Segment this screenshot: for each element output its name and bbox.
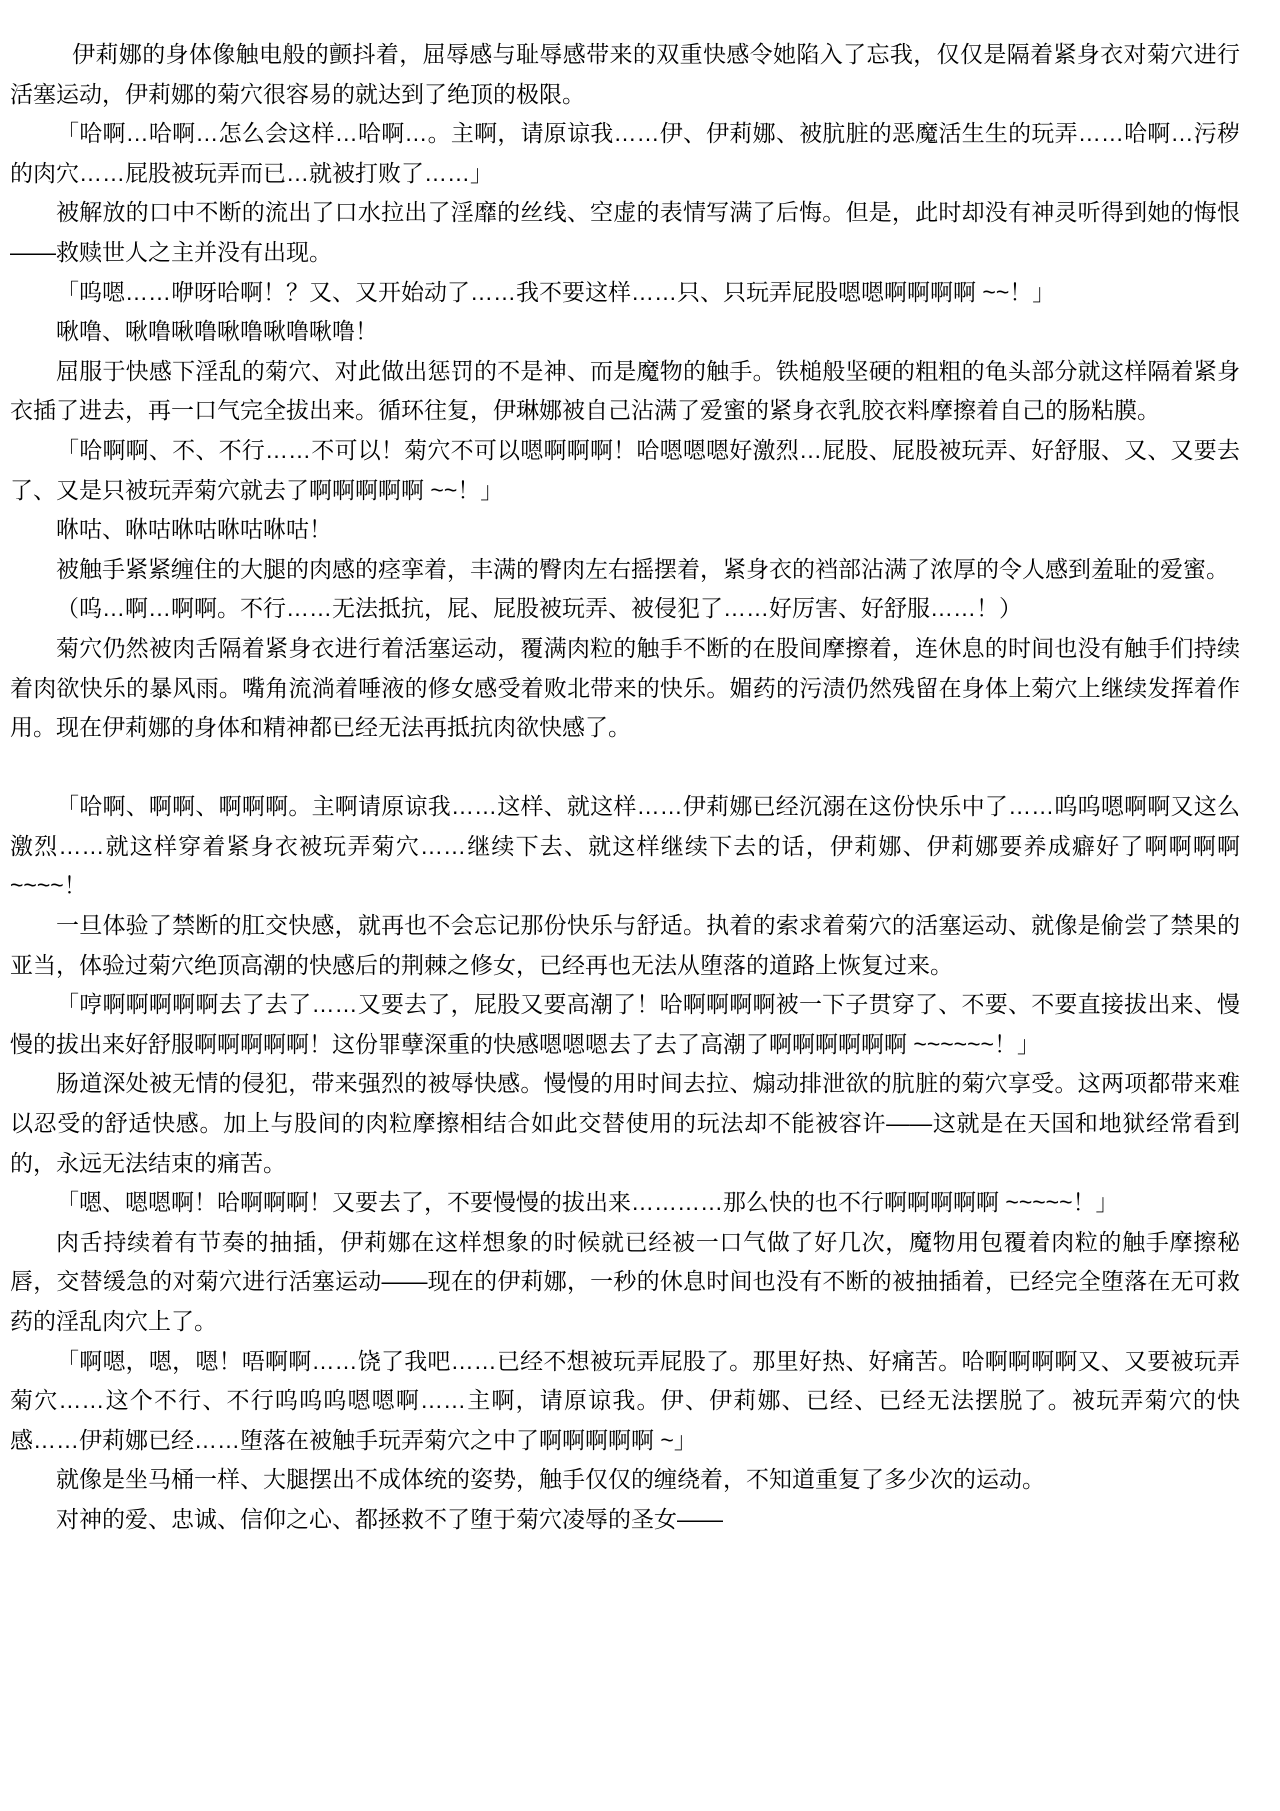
paragraph-narration: 被触手紧紧缠住的大腿的肉感的痉挛着，丰满的臀肉左右摇摆着，紧身衣的裆部沾满了浓厚的令人感到羞耻的爱蜜。: [56, 555, 1229, 582]
paragraph-sfx: 咻咕、咻咕咻咕咻咕咻咕！: [56, 516, 332, 543]
paragraph-dialogue: 「哈啊啊、不、不行……不可以！菊穴不可以嗯啊啊啊！哈嗯嗯嗯好激烈…屁股、屁股被玩弄、好舒服、又、又要去了、又是只被玩弄菊穴就去了啊啊啊啊啊 ~~！」: [10, 436, 1240, 503]
paragraph-narration: 伊莉娜的身体像触电般的颤抖着，屈辱感与耻辱感带来的双重快感令她陷入了忘我，仅仅是隔着紧身衣对菊穴进行活塞运动，伊莉娜的菊穴很容易的就达到了绝顶的极限。: [10, 41, 1240, 107]
paragraph-dialogue: 「哈啊、啊啊、啊啊啊。主啊请原谅我……这样、就这样……伊莉娜已经沉溺在这份快乐中了……呜呜嗯啊啊又这么激烈……就这样穿着紧身衣被玩弄菊穴……继续下去、就这样继续下去的话，伊莉娜、伊莉娜要养成癖好了啊啊啊啊 ~~~~！: [10, 793, 1240, 899]
paragraph-narration: 屈服于快感下淫乱的菊穴、对此做出惩罚的不是神、而是魔物的触手。铁槌般坚硬的粗粗的龟头部分就这样隔着紧身衣插了进去，再一口气完全拔出来。循环往复，伊琳娜被自己沾满了爱蜜的紧身衣乳胶衣料摩擦着自己的肠粘膜。: [10, 357, 1240, 424]
paragraph-narration: 肠道深处被无情的侵犯，带来强烈的被辱快感。慢慢的用时间去拉、煽动排泄欲的肮脏的菊穴享受。这两项都带来难以忍受的舒适快感。加上与股间的肉粒摩擦相结合如此交替使用的玩法却不能被容许——这就是在天国和地狱经常看到的，永远无法结束的痛苦。: [10, 1070, 1240, 1176]
paragraph-spacer: [10, 748, 1240, 788]
paragraph-narration: 菊穴仍然被肉舌隔着紧身衣进行着活塞运动，覆满肉粒的触手不断的在股间摩擦着，连休息的时间也没有触手们持续着肉欲快乐的暴风雨。嘴角流淌着唾液的修女感受着败北带来的快乐。媚药的污渍仍然残留在身体上菊穴上继续发挥着作用。现在伊莉娜的身体和精神都已经无法再抵抗肉欲快感了。: [10, 634, 1240, 741]
paragraph-thought: （呜…啊…啊啊。不行……无法抵抗，屁、屁股被玩弄、被侵犯了……好厉害、好舒服……！）: [56, 595, 1022, 622]
paragraph-dialogue: 「呜嗯……咿呀哈啊！？又、又开始动了……我不要这样……只、只玩弄屁股嗯嗯啊啊啊啊 ~~！」: [56, 278, 1056, 305]
paragraph-dialogue: 「啊嗯，嗯，嗯！唔啊啊……饶了我吧……已经不想被玩弄屁股了。那里好热、好痛苦。哈啊啊啊啊又、又要被玩弄菊穴……这个不行、不行呜呜呜嗯嗯啊……主啊，请原谅我。伊、伊莉娜、已经、已经无法摆脱了。被玩弄菊穴的快感……伊莉娜已经……堕落在被触手玩弄菊穴之中了啊啊啊啊啊 ~」: [10, 1347, 1240, 1453]
paragraph-dialogue: 「哼啊啊啊啊啊去了去了……又要去了，屁股又要高潮了！哈啊啊啊啊被一下子贯穿了、不要、不要直接拔出来、慢慢的拔出来好舒服啊啊啊啊啊！这份罪孽深重的快感嗯嗯嗯去了去了高潮了啊啊啊啊啊啊 ~~~~~~！」: [10, 991, 1240, 1057]
paragraph-narration: 一旦体验了禁断的肛交快感，就再也不会忘记那份快乐与舒适。执着的索求着菊穴的活塞运动、就像是偷尝了禁果的亚当，体验过菊穴绝顶高潮的快感后的荆棘之修女，已经再也无法从堕落的道路上恢复过来。: [10, 912, 1240, 978]
paragraph-narration: 被解放的口中不断的流出了口水拉出了淫靡的丝线、空虚的表情写满了后悔。但是，此时却没有神灵听得到她的悔恨——救赎世人之主并没有出现。: [10, 199, 1240, 265]
paragraph-sfx: 啾噜、啾噜啾噜啾噜啾噜啾噜！: [56, 318, 378, 345]
paragraph-narration: 肉舌持续着有节奏的抽插，伊莉娜在这样想象的时候就已经被一口气做了好几次，魔物用包覆着肉粒的触手摩擦秘唇，交替缓急的对菊穴进行活塞运动——现在的伊莉娜，一秒的休息时间也没有不断的被抽插着，已经完全堕落在无可救药的淫乱肉穴上了。: [10, 1228, 1240, 1334]
paragraph-narration: 就像是坐马桶一样、大腿摆出不成体统的姿势，触手仅仅的缠绕着，不知道重复了多少次的运动。: [56, 1466, 1045, 1493]
paragraph-dialogue: 「嗯、嗯嗯啊！哈啊啊啊！又要去了，不要慢慢的拔出来…………那么快的也不行啊啊啊啊啊 ~~~~~！」: [56, 1189, 1119, 1216]
paragraph-narration: 对神的爱、忠诚、信仰之心、都拯救不了堕于菊穴凌辱的圣女——: [56, 1505, 723, 1532]
paragraph-dialogue: 「哈啊…哈啊…怎么会这样…哈啊…。主啊，请原谅我……伊、伊莉娜、被肮脏的恶魔活生生的玩弄……哈啊…污秽的肉穴……屁股被玩弄而已…就被打败了……」: [10, 120, 1240, 186]
